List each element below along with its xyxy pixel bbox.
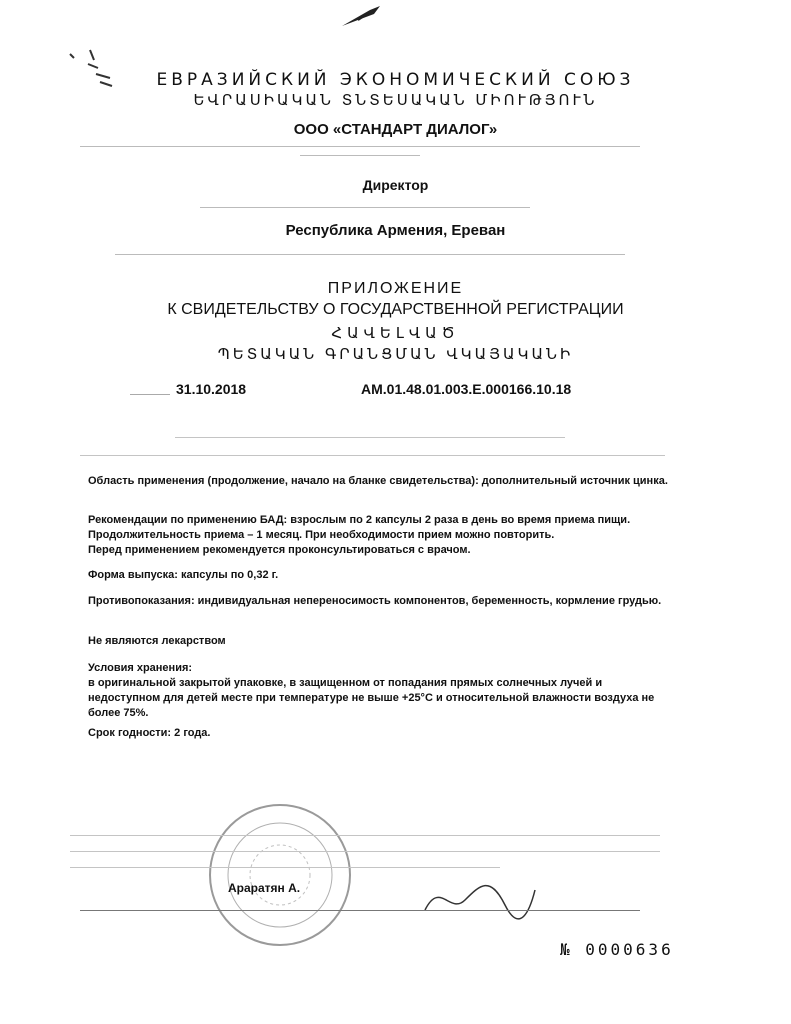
blank-serial-number: № 0000636 bbox=[560, 940, 674, 959]
not-drug-text: Не являются лекарством bbox=[88, 635, 226, 647]
consult-text: Перед применением рекомендуется проконсультироваться с врачом. bbox=[88, 544, 471, 556]
contraindications-text: Противопоказания: индивидуальная непереносимость компонентов, беременность, кормление грудью. bbox=[88, 595, 662, 607]
release-form-text: Форма выпуска: капсулы по 0,32 г. bbox=[88, 569, 279, 581]
position-title: Директор bbox=[362, 177, 429, 193]
registration-date: 31.10.2018 bbox=[176, 381, 247, 397]
union-title-ru: ЕВРАЗИЙСКИЙ ЭКОНОМИЧЕСКИЙ СОЮЗ bbox=[156, 70, 635, 90]
appendix-subtitle: К СВИДЕТЕЛЬСТВУ О ГОСУДАРСТВЕННОЙ РЕГИСТРАЦИИ bbox=[167, 301, 624, 318]
signature-line bbox=[80, 910, 640, 911]
signature-caption-smudge bbox=[70, 825, 660, 875]
info-caption-smudge bbox=[75, 415, 665, 463]
appendix-subtitle-am: ՊԵՏԱԿԱՆ ԳՐԱՆՑՄԱՆ ՎԿԱՅԱԿԱՆԻ bbox=[217, 345, 574, 363]
official-seal bbox=[205, 800, 355, 950]
location: Республика Армения, Ереван bbox=[285, 222, 506, 239]
signatory-name: Араратян А. bbox=[228, 881, 301, 895]
scope-text: Область применения (продолжение, начало на бланке свидетельства): дополнительный источник цинка. bbox=[88, 475, 668, 487]
union-title-am: ԵՎՐԱՍԻԱԿԱՆ ՏՆՏԵՍԱԿԱՆ ՄԻՈՒԹՅՈՒՆ bbox=[193, 91, 598, 109]
recommendation-text: Рекомендации по применению БАД: взрослым по 2 капсулы 2 раза в день во время приема пищи. bbox=[88, 514, 631, 526]
registration-number: AM.01.48.01.003.E.000166.10.18 bbox=[361, 381, 572, 397]
appendix-title-am: ՀԱՎԵԼՎԱԾ bbox=[331, 324, 460, 342]
shelf-life-text: Срок годности: 2 года. bbox=[88, 727, 211, 739]
emblem-mark bbox=[340, 4, 384, 28]
organization-name: ООО «СТАНДАРТ ДИАЛОГ» bbox=[293, 121, 498, 138]
appendix-title: ПРИЛОЖЕНИЕ bbox=[327, 280, 464, 297]
duration-text: Продолжительность приема – 1 месяц. При необходимости прием можно повторить. bbox=[88, 529, 555, 541]
date-caption-smudge bbox=[130, 386, 170, 395]
storage-title: Условия хранения: bbox=[88, 662, 193, 674]
handwritten-signature bbox=[420, 870, 540, 920]
storage-text: в оригинальной закрытой упаковке, в защищенном от попадания прямых солнечных лучей и недоступном для детей месте при температуре не выше +25°С и относительной влажности воздуха не более 75%. bbox=[88, 677, 655, 719]
